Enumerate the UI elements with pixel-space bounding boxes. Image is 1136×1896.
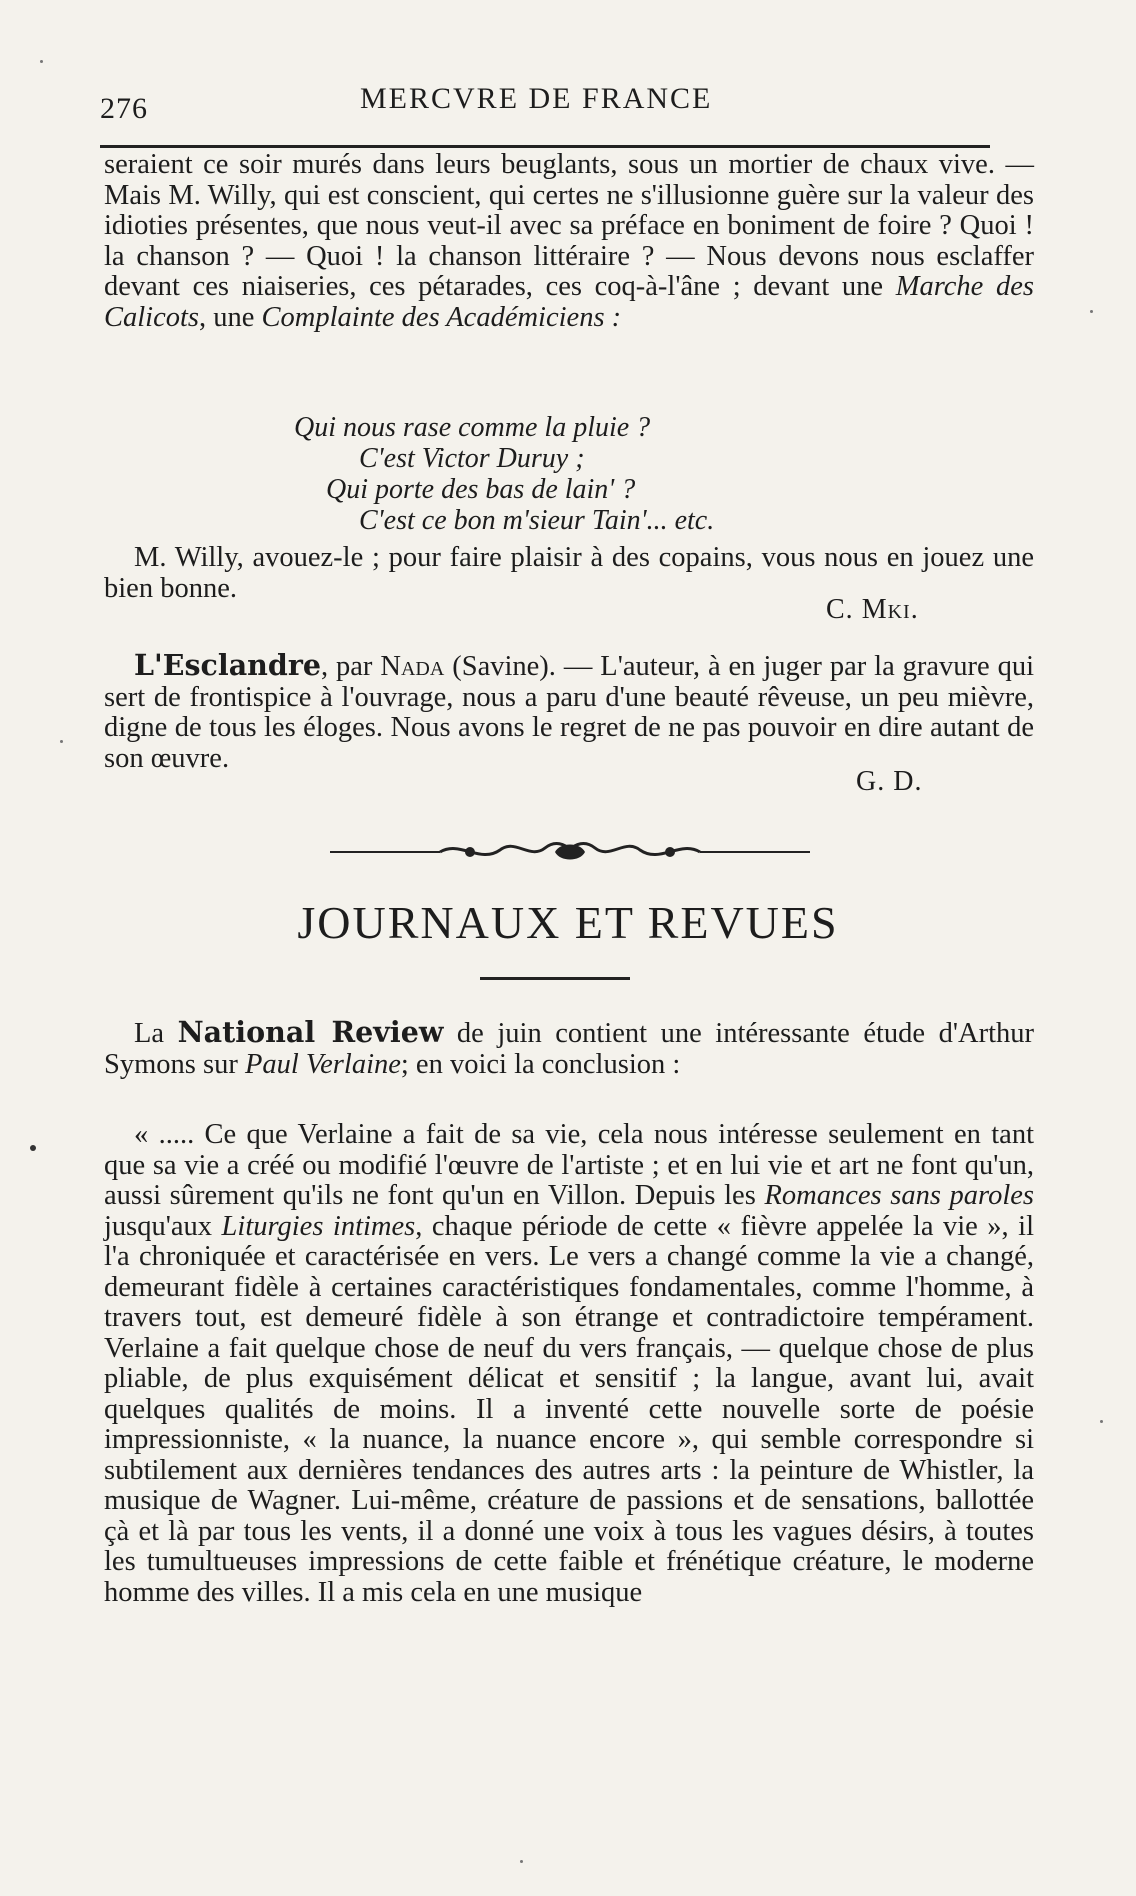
willy-mid: , une	[199, 301, 255, 333]
paper-speck	[1100, 1420, 1103, 1423]
review-willy-text	[104, 150, 1034, 333]
page-number: 276	[100, 92, 148, 125]
paper-speck	[30, 1145, 36, 1151]
willy-italic-title-2: Complainte des Académiciens :	[261, 301, 622, 333]
journaux-intro-3: ; en voici la conclusion :	[400, 1048, 681, 1080]
journaux-intro-1: La	[134, 1018, 165, 1049]
paper-speck	[60, 740, 63, 743]
signature-willy	[826, 594, 919, 626]
verse-line-4: C'est ce bon m'sieur Tain'... etc.	[359, 505, 715, 536]
quote-part-1: « ..... Ce que Verlaine a fait de sa vie, cela nous intéresse seulement en tant que sa vie a créé ou modifié l'œuvre de l'artiste ; et en lui vie et art ne font qu'un, aussi sûrement qu'ils ne font qu'un en Villon. Depuis les	[104, 1119, 1034, 1211]
verse-line-1: Qui nous rase comme la pluie ?	[294, 412, 651, 443]
review-esclandre	[104, 650, 1034, 774]
paper-speck	[40, 60, 43, 63]
paper-speck	[520, 1860, 523, 1863]
signature-willy-initial: C.	[826, 594, 854, 625]
header-rule	[100, 145, 990, 148]
willy-paragraph: seraient ce soir murés dans leurs beuglants, sous un mortier de chaux vive. — Mais M. Willy, qui est conscient, qui certes ne s'illusionne guère sur la valeur des idioties présentes, que nous veut-il avec sa préface en boniment de foire ? Quoi ! la chanson ? — Quoi ! la chanson littéraire ? — Nous devons nous esclaffer devant ces niaiseries, ces pétarades, ces coq-à-l'âne ; devant une	[104, 149, 1034, 302]
paper-speck	[1090, 310, 1093, 313]
esclandre-publisher: (Savine).	[452, 651, 556, 682]
esclandre-by: , par	[320, 651, 373, 682]
section-rule	[480, 977, 630, 980]
quote-part-3: , chaque période de cette « fièvre appelée la vie », il l'a chroniquée et caractérisée en vers. Le vers a changé comme la vie a changé, demeurant fidèle à certaines caractéristiques fondamentales, comme l'homme, à travers tout, est demeuré fidèle à son étrange et contradictoire tempérament. Verlaine a fait quelque chose de neuf du vers français, — quelque chose de plus pliable, de plus exquisément délicat et sensitif ; la langue, avant lui, avait quelques qualités de moins. Il a inventé cette nouvelle sorte de poésie impressionniste, « la nuance, la nuance encore », qui semble correspondre si subtilement aux dernières tendances des autres arts : la peinture de Whistler, la musique de Wagner. Lui-même, créature de passions et de sensations, ballottée çà et là par tous les vents, il a donné une voix à tous les vagues désirs, à toutes les tumultueuses impressions de cette faible et frénétique créature, le moderne homme des villes. Il a mis cela en une musique	[104, 1210, 1034, 1608]
verse-quote	[104, 412, 1004, 536]
willy-italic-title-1: Marche des Calicots	[104, 271, 1034, 333]
journaux-intro-2: de juin contient une intéressante étude d'Arthur Symons sur	[104, 1018, 1034, 1080]
journaux-intro	[104, 1017, 1034, 1080]
verse-line-2: C'est Victor Duruy ;	[359, 443, 585, 474]
quote-part-2: jusqu'aux	[104, 1210, 213, 1242]
verse-line-3: Qui porte des bas de lain' ?	[326, 474, 636, 505]
signature-esclandre: G. D.	[856, 766, 923, 797]
fleuron-ornament-icon	[330, 830, 810, 870]
signature-willy-name: Mki.	[861, 594, 919, 625]
section-title: JOURNAUX ET REVUES	[297, 897, 839, 948]
work-title-2: Liturgies intimes	[221, 1210, 416, 1242]
esclandre-text: — L'auteur, à en juger par la gravure qui sert de frontispice à l'ouvrage, nous a paru d'une beauté rêveuse, un peu mièvre, digne de tous les éloges. Nous avons le regret de ne pas pouvoir en dire autant de son œuvre.	[104, 651, 1035, 774]
subject-name: Paul Verlaine	[244, 1048, 401, 1080]
review-name: National Review	[177, 1015, 444, 1049]
running-head: MERCVRE DE FRANCE	[360, 82, 713, 115]
esclandre-title: L'Esclandre	[134, 648, 321, 682]
esclandre-author: Nada	[380, 651, 445, 682]
work-title-1: Romances sans paroles	[764, 1180, 1034, 1211]
willy-closing-text: M. Willy, avouez-le ; pour faire plaisir à des copains, vous nous en jouez une bien bonne.	[104, 542, 1034, 604]
page-header	[100, 70, 990, 125]
symons-quote	[104, 1120, 1034, 1608]
